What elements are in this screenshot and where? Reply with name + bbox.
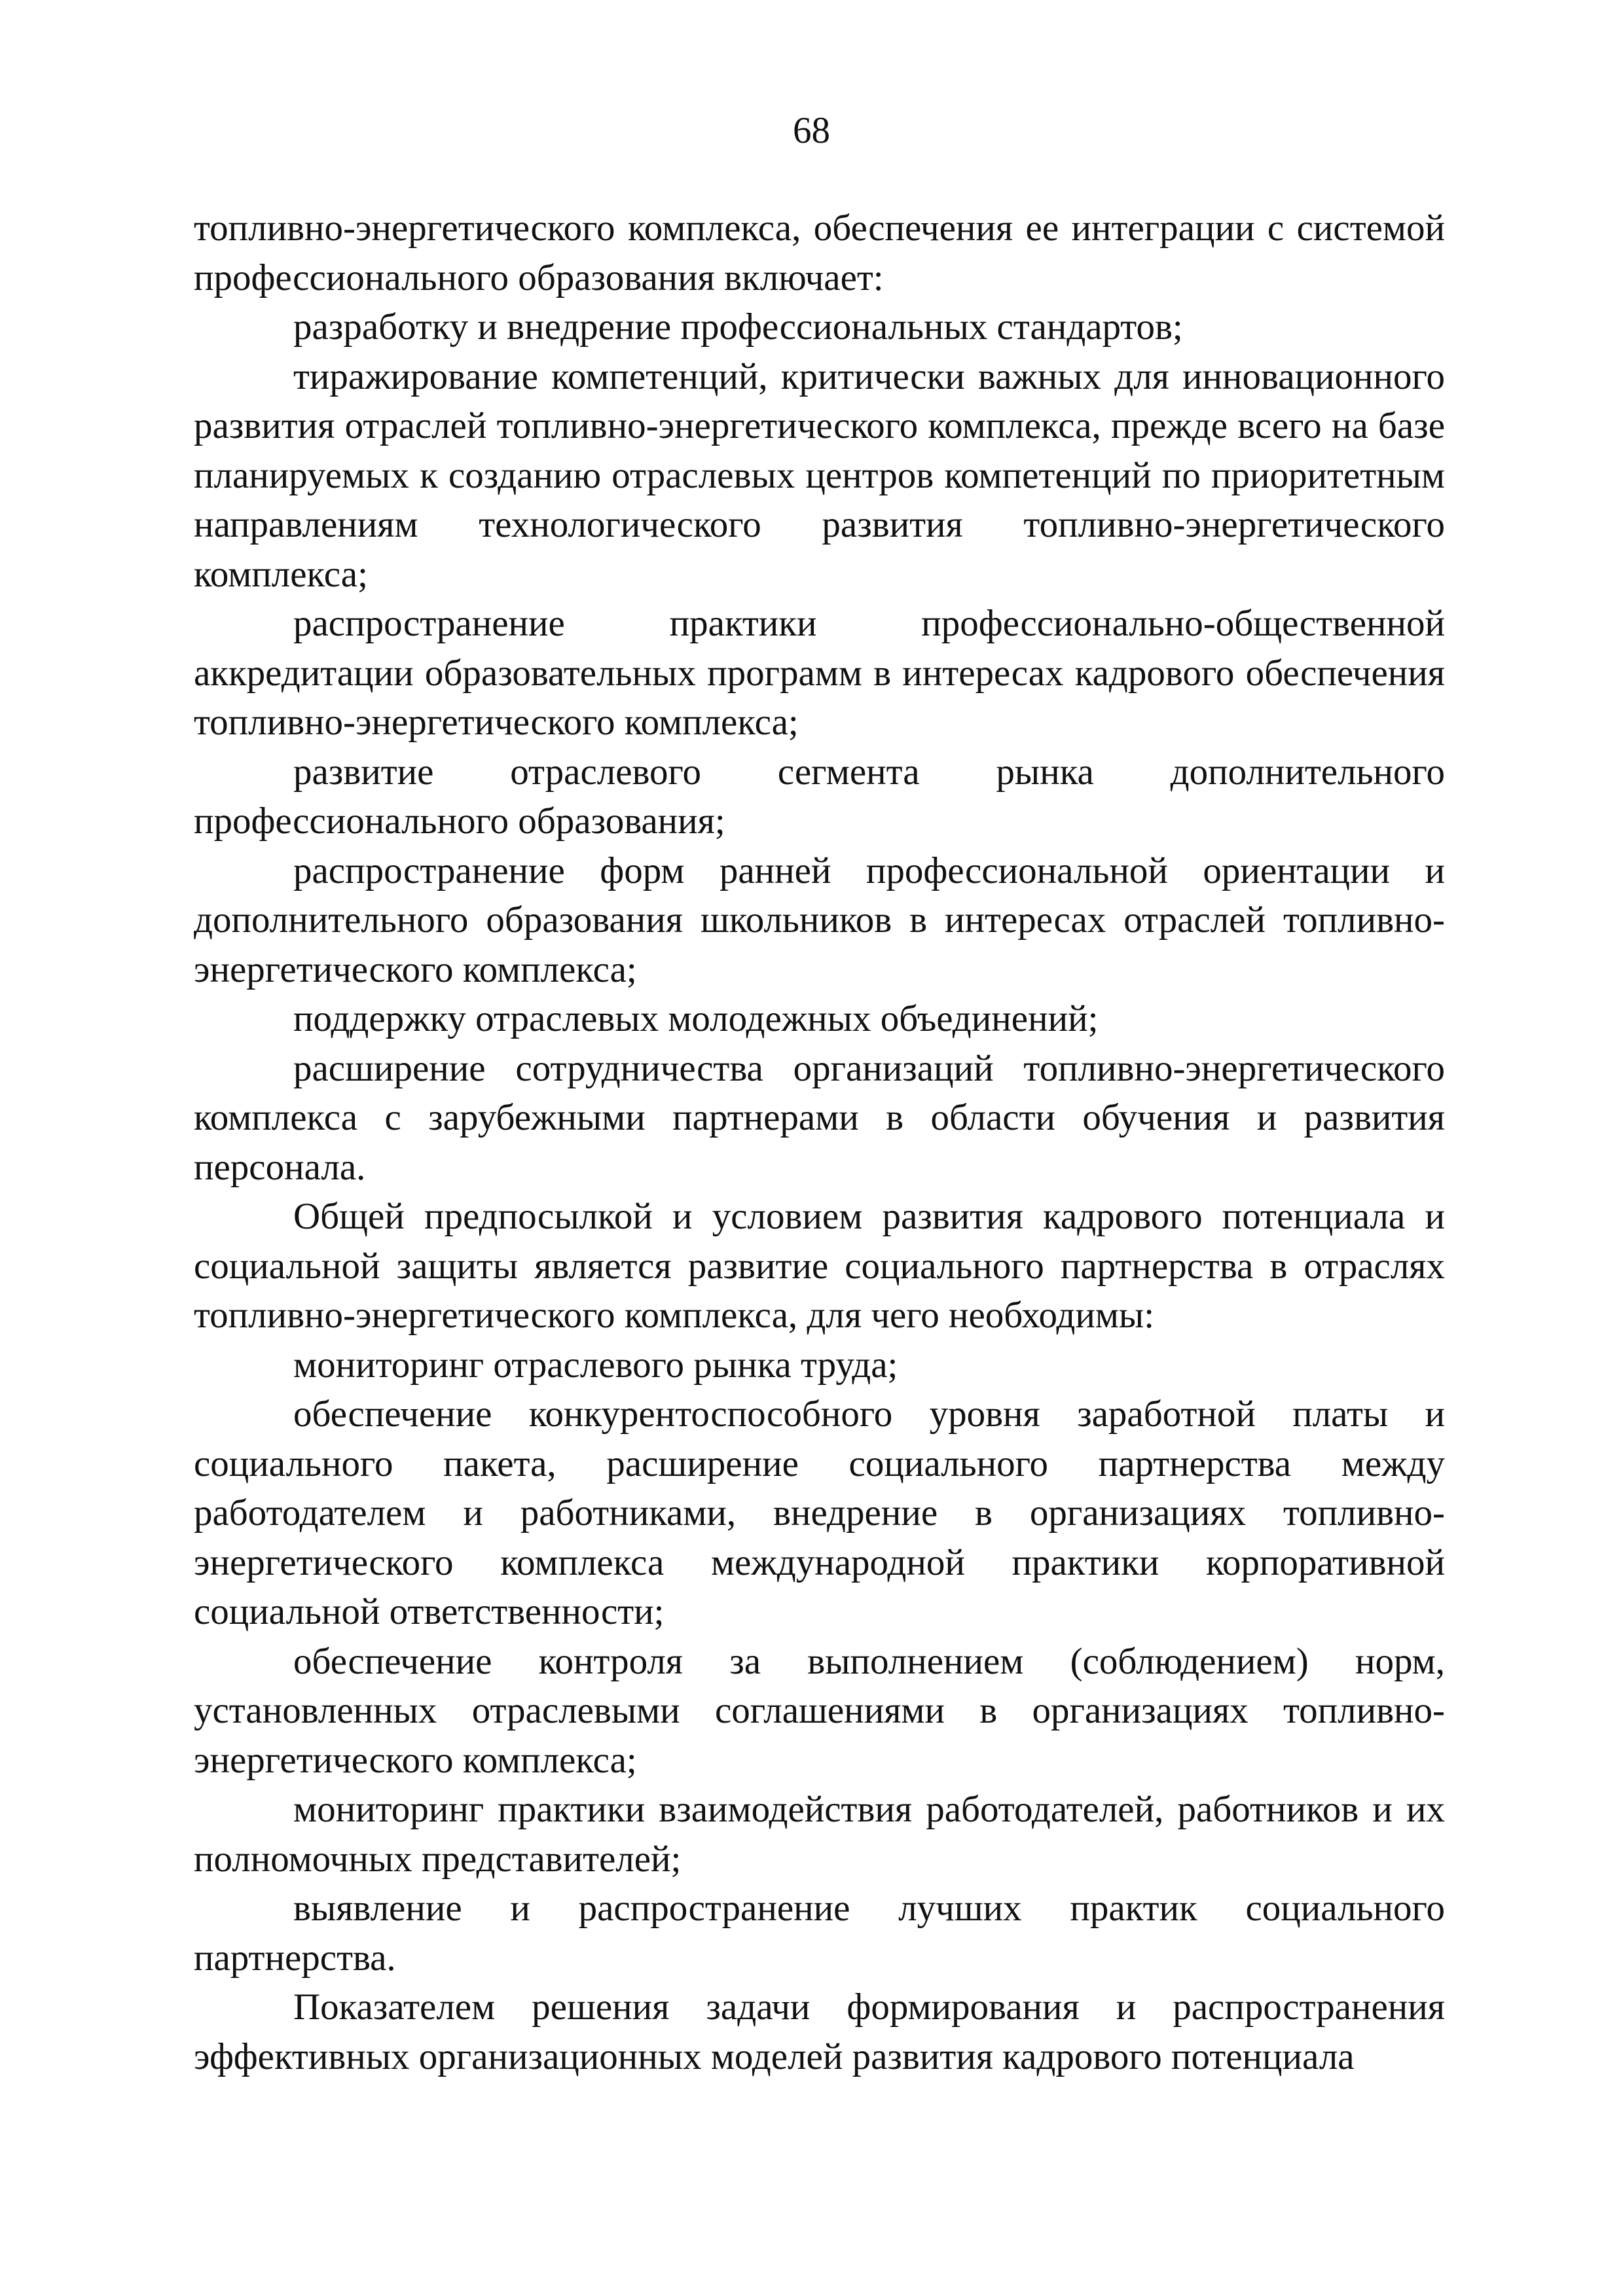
list-item-international-cooperation: расширение сотрудничества организаций топливно-энергетического комплекса с зарубежными партнерами в области обучения и развития персонала. [194, 1047, 1445, 1188]
list-item-professional-standards: разработку и внедрение профессиональных стандартов; [293, 306, 1183, 348]
list-item-best-practices: выявление и распространение лучших практик социального партнерства. [194, 1888, 1445, 1979]
list-item-competence-replication: тиражирование компетенций, критически важных для инновационного развития отраслей топливно-энергетического комплекса, прежде всего на базе планируемых к созданию отраслевых центров компетенций по приоритетным направлениям технологического развития топливно-энергетического комплекса; [194, 355, 1445, 595]
paragraph-indicator: Показателем решения задачи формирования и распространения эффективных организационных моделей развития кадрового потенциала [194, 1986, 1445, 2077]
list-item-competitive-wages: обеспечение конкурентоспособного уровня заработной платы и социального пакета, расширение социального партнерства между работодателем и работниками, внедрение в организациях топливно-энергетического комплекса международной практики корпоративной социальной ответственности; [194, 1393, 1445, 1632]
list-item-labor-market-monitoring: мониторинг отраслевого рынка труда; [293, 1344, 898, 1386]
list-item-interaction-monitoring: мониторинг практики взаимодействия работодателей, работников и их полномочных представителей; [194, 1789, 1445, 1880]
list-item-youth-associations: поддержку отраслевых молодежных объединений; [293, 998, 1099, 1039]
list-item-accreditation-practice: распространение практики профессионально-общественной аккредитации образовательных программ в интересах кадрового обеспечения топливно-энергетического комплекса; [194, 603, 1445, 743]
list-item-norms-control: обеспечение контроля за выполнением (соблюдением) норм, установленных отраслевыми соглашениями в организациях топливно-энергетического комплекса; [194, 1640, 1445, 1781]
paragraph-continuation: топливно-энергетического комплекса, обеспечения ее интеграции с системой профессионального образования включает: [194, 207, 1445, 298]
body-text [194, 204, 1445, 2081]
list-item-additional-education-market: развитие отраслевого сегмента рынка дополнительного профессионального образования; [194, 751, 1445, 842]
list-item-early-career-guidance: распространение форм ранней профессиональной ориентации и дополнительного образования школьников в интересах отраслей топливно-энергетического комплекса; [194, 850, 1445, 990]
page-number: 68 [793, 110, 830, 151]
paragraph-social-partnership: Общей предпосылкой и условием развития кадрового потенциала и социальной защиты является развитие социального партнерства в отраслях топливно-энергетического комплекса, для чего необходимы: [194, 1196, 1445, 1336]
